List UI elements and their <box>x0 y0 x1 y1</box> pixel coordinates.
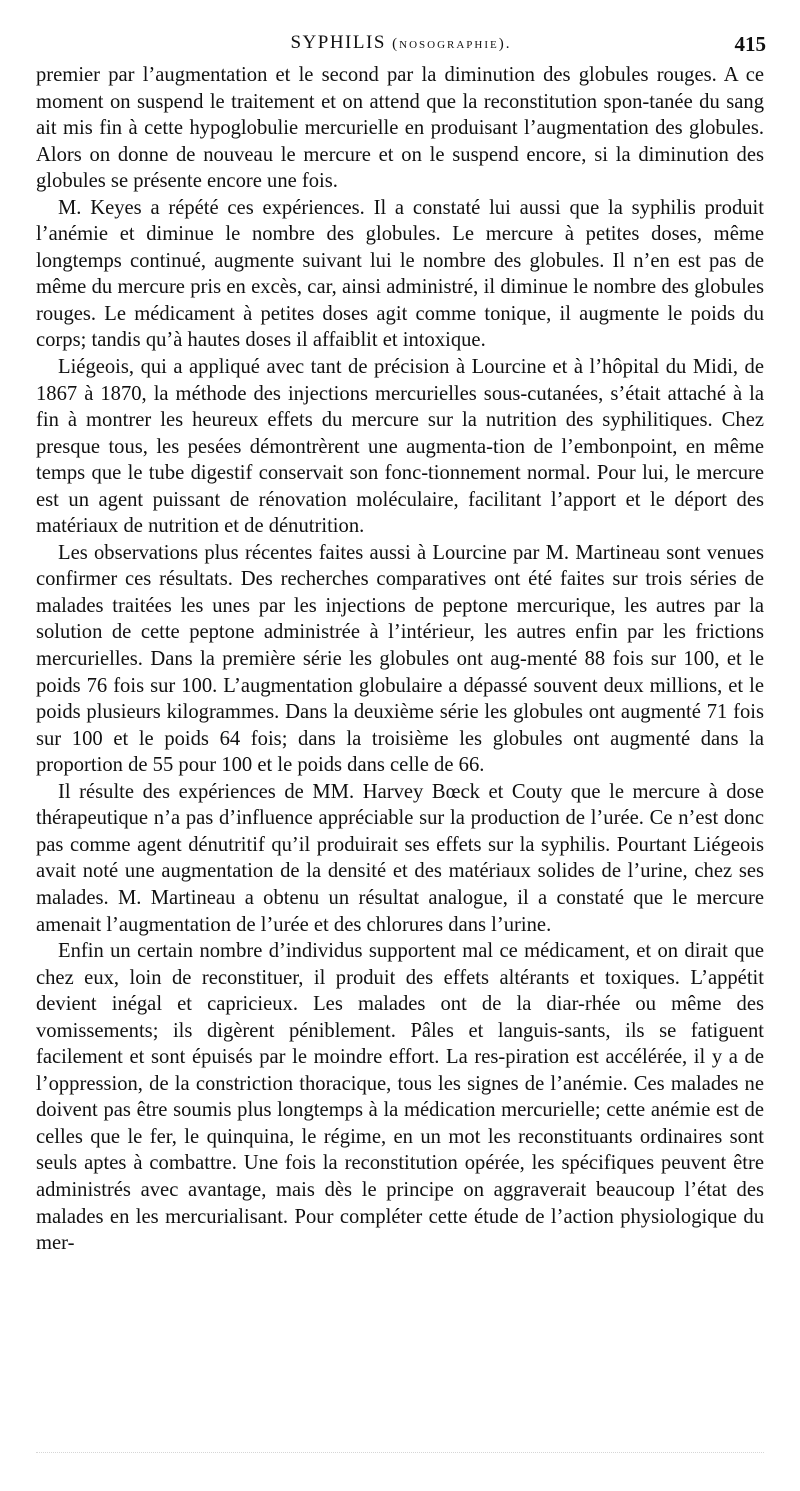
running-title <box>36 32 766 54</box>
paragraph-enfin: Enfin un certain nombre d’individus supportent mal ce médicament, et on dirait que chez eux, loin de reconstituer, il produit des effets altérants et toxiques. L’appétit devient inégal et capricieux. Les malades ont de la diar-rhée ou même des vomissements; ils digèrent péniblement. Pâles et languis-sants, ils se fatiguent facilement et sont épuisés par le moindre effort. La res-piration est accélérée, il y a de l’oppression, de la constriction thoracique, tous les signes de l’anémie. Ces malades ne doivent pas être soumis plus longtemps à la médication mercurielle; cette anémie est de celles que le fer, le quinquina, le régime, en un mot les reconstituants ordinaires sont seuls aptes à combattre. Une fois la reconstitution opérée, les spécifiques peuvent être administrés avec avantage, mais dès le principe on aggraverait beaucoup l’état des malades en les mercurialisant. Pour compléter cette étude de l’action physiologique du mer- <box>36 940 764 1255</box>
paragraph-martineau: Les observations plus récentes faites aussi à Lourcine par M. Martineau sont venues confirmer ces résultats. Des recherches comparatives ont été faites sur trois séries de malades traitées les unes par les injections de peptone mercurique, les autres par la solution de cette peptone administrée à l’intérieur, les autres enfin par les frictions mercurielles. Dans la première série les globules ont aug-menté 88 fois sur 100, et le poids 76 fois sur 100. L’augmentation globulaire a dépassé souvent deux millions, et le poids plusieurs kilogrammes. Dans la deuxième série les globules ont augmenté 71 fois sur 100 et le poids 64 fois; dans la troisième les globules ont augmenté dans la proportion de 55 pour 100 et le poids dans celle de 66. <box>36 541 764 777</box>
running-header <box>36 30 766 58</box>
paragraph-continued: premier par l’augmentation et le second par la diminution des globules rouges. A ce moment on suspend le traitement et on attend que la reconstitution spon-tanée du sang ait mis fin à cette hypoglobulie mercurielle en produisant l’augmentation des globules. Alors on donne de nouveau le mercure et on le suspend encore, si la diminution des globules se présente encore une fois. <box>36 64 764 193</box>
footer-rule <box>36 1452 764 1457</box>
running-title-sub: (nosographie). <box>392 36 512 52</box>
body-text <box>36 62 764 1257</box>
running-title-main: SYPHILIS <box>290 32 386 53</box>
paragraph-harvey-boeck: Il résulte des expériences de MM. Harvey Bœck et Couty que le mercure à dose thérapeutique n’a pas d’influence appréciable sur la production de l’urée. Ce n’est donc pas comme agent dénutritif qu’il produirait ses effets sur la syphilis. Pourtant Liégeois avait noté une augmentation de la densité et des matériaux solides de l’urine, chez ses malades. M. Martineau a obtenu un résultat analogue, il a constaté que le mercure amenait l’augmentation de l’urée et des chlorures dans l’urine. <box>36 780 764 936</box>
paragraph-liegeois: Liégeois, qui a appliqué avec tant de précision à Lourcine et à l’hôpital du Midi, de 1867 à 1870, la méthode des injections mercurielles sous-cutanées, s’était attaché à la fin à montrer les heureux effets du mercure sur la nutrition des syphilitiques. Chez presque tous, les pesées démontrèrent une augmenta-tion de l’embonpoint, en même temps que le tube digestif conservait son fonc-tionnement normal. Pour lui, le mercure est un agent puissant de rénovation moléculaire, facilitant l’apport et le déport des matériaux de nutrition et de dénutrition. <box>36 356 764 538</box>
page-number: 415 <box>734 32 766 56</box>
paragraph-keyes: M. Keyes a répété ces expériences. Il a constaté lui aussi que la syphilis produit l’anémie et diminue le nombre des globules. Le mercure à petites doses, même longtemps continué, augmente suivant lui le nombre des globules. Il n’en est pas de même du mercure pris en excès, car, ainsi administré, il diminue le nombre des globules rouges. Le médicament à petites doses agit comme tonique, il augmente le poids du corps; tandis qu’à hautes doses il affaiblit et intoxique. <box>36 196 764 352</box>
